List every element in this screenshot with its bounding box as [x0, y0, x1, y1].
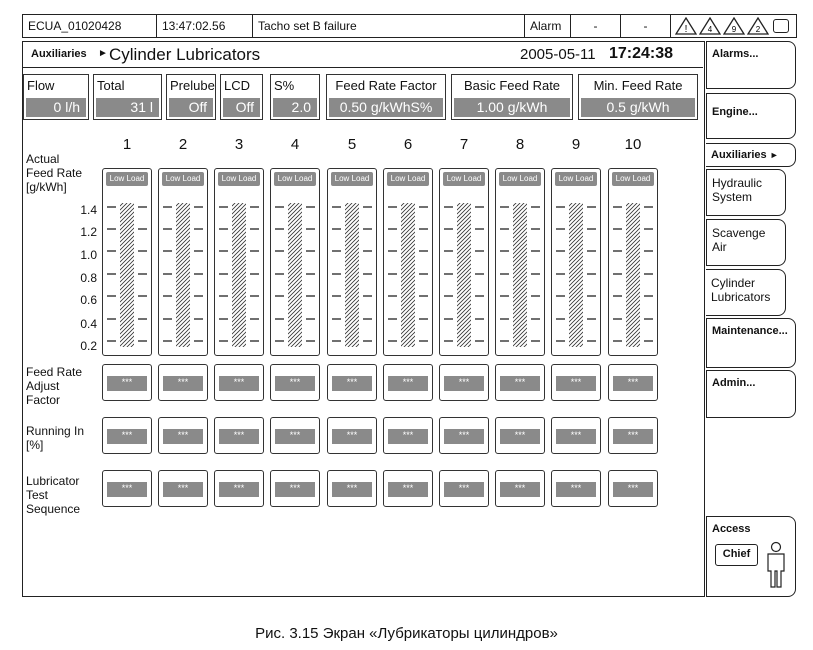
- feed-rate-gauge-8[interactable]: [495, 168, 545, 356]
- test-sequence-box[interactable]: [439, 470, 489, 507]
- param-label: Min. Feed Rate: [593, 78, 683, 93]
- warning-count-icon[interactable]: [699, 17, 721, 35]
- column-number: 6: [403, 136, 413, 153]
- column-number: 7: [459, 136, 469, 153]
- user-icon: [765, 541, 787, 589]
- low-load-badge: Low Load: [387, 172, 429, 186]
- feed-rate-bar: [569, 203, 583, 347]
- running-in-box[interactable]: [158, 417, 208, 454]
- running-in-box[interactable]: [495, 417, 545, 454]
- hatched-bar: [271, 191, 319, 351]
- running-in-label: [26, 424, 84, 452]
- actual-feed-rate-label: [26, 152, 82, 194]
- hatched-bar: [159, 191, 207, 351]
- scale-label: 0.6: [80, 293, 97, 307]
- running-in-box[interactable]: [551, 417, 601, 454]
- label-line: Test: [26, 488, 49, 502]
- warning-count: 4: [707, 25, 713, 34]
- running-in-box[interactable]: [608, 417, 658, 454]
- hatched-bar: [609, 191, 657, 351]
- test-sequence-value: ***: [332, 482, 372, 497]
- feed-rate-bar: [457, 203, 471, 347]
- breadcrumb[interactable]: Auxiliaries: [31, 48, 87, 60]
- param-label: Basic Feed Rate: [463, 78, 561, 93]
- low-load-badge: Low Load: [331, 172, 373, 186]
- adjust-factor-box[interactable]: [608, 364, 658, 401]
- param-label: S%: [274, 78, 295, 93]
- alarm-message[interactable]: Tacho set B failure: [253, 15, 525, 37]
- test-sequence-box[interactable]: [383, 470, 433, 507]
- status-bar: [22, 14, 797, 38]
- param-lcd[interactable]: [220, 74, 263, 120]
- tab-auxiliaries[interactable]: [706, 143, 796, 167]
- running-in-value: ***: [275, 429, 315, 444]
- tab-scavenge-air[interactable]: [706, 219, 786, 266]
- label-line: Adjust: [26, 379, 60, 393]
- tab-hydraulic-system[interactable]: [706, 169, 786, 216]
- running-in-box[interactable]: [270, 417, 320, 454]
- tab-maintenance[interactable]: [706, 318, 796, 368]
- label-line: Feed Rate: [26, 166, 83, 180]
- warning-icon[interactable]: [675, 17, 697, 35]
- param-label: LCD: [224, 78, 251, 93]
- test-sequence-value: ***: [219, 482, 259, 497]
- adjust-factor-box[interactable]: [214, 364, 264, 401]
- low-load-badge: Low Load: [555, 172, 597, 186]
- unit-id: ECUA_01020428: [23, 15, 157, 37]
- running-in-box[interactable]: [214, 417, 264, 454]
- param-feed-rate-factor[interactable]: [326, 74, 446, 120]
- header-time: 17:24:38: [609, 45, 674, 62]
- scale-label: 0.8: [80, 271, 97, 285]
- status-square-icon: [773, 19, 789, 33]
- hatched-bar: [328, 191, 376, 351]
- column-number: 2: [178, 136, 188, 153]
- param-value[interactable]: 1.00 g/kWh: [454, 98, 570, 117]
- scale-label: 0.2: [80, 339, 97, 353]
- test-sequence-value: ***: [444, 482, 484, 497]
- feed-rate-gauge-9[interactable]: [551, 168, 601, 356]
- warning-count-icon[interactable]: [747, 17, 769, 35]
- adjust-factor-label: [26, 365, 82, 407]
- feed-rate-bar: [176, 203, 190, 347]
- running-in-box[interactable]: [383, 417, 433, 454]
- feed-rate-gauge-2[interactable]: [158, 168, 208, 356]
- low-load-badge: Low Load: [499, 172, 541, 186]
- running-in-value: ***: [556, 429, 596, 444]
- tab-cylinder-lubricators[interactable]: [706, 269, 786, 316]
- test-sequence-box[interactable]: [495, 470, 545, 507]
- access-label: Access: [712, 523, 751, 535]
- adjust-factor-value: ***: [219, 376, 259, 391]
- test-sequence-value: ***: [275, 482, 315, 497]
- feed-rate-gauge-10[interactable]: [608, 168, 658, 356]
- param-basic-feed-rate[interactable]: [451, 74, 573, 120]
- adjust-factor-value: ***: [163, 376, 203, 391]
- feed-rate-bar: [232, 203, 246, 347]
- label-line: Lubricator: [26, 474, 80, 488]
- alarm-label[interactable]: Alarm: [525, 15, 571, 37]
- hatched-bar: [496, 191, 544, 351]
- header-date: 2005-05-11: [520, 46, 596, 63]
- column-number: 10: [624, 136, 642, 153]
- test-sequence-box[interactable]: [327, 470, 377, 507]
- adjust-factor-box[interactable]: [495, 364, 545, 401]
- tab-label: Hydraulic: [712, 176, 763, 190]
- param-label: Prelube: [170, 78, 215, 93]
- feed-rate-gauge-4[interactable]: [270, 168, 320, 356]
- tab-label: Maintenance...: [712, 325, 788, 337]
- param-value[interactable]: 0.5 g/kWh: [581, 98, 695, 117]
- hatched-bar: [552, 191, 600, 351]
- low-load-badge: Low Load: [443, 172, 485, 186]
- adjust-factor-value: ***: [556, 376, 596, 391]
- tab-label: Alarms...: [712, 48, 759, 60]
- scale-label: 1.0: [80, 248, 97, 262]
- column-number: 9: [571, 136, 581, 153]
- param-sulphur[interactable]: [270, 74, 320, 120]
- param-flow: [23, 74, 89, 120]
- param-value[interactable]: Off: [223, 98, 260, 117]
- tab-label: Scavenge: [712, 226, 766, 240]
- tab-label: Admin...: [712, 377, 756, 389]
- status-field-b: -: [621, 15, 671, 37]
- scale-label: 1.2: [80, 225, 97, 239]
- low-load-badge: Low Load: [218, 172, 260, 186]
- test-sequence-box[interactable]: [102, 470, 152, 507]
- figure-caption: Рис. 3.15 Экран «Лубрикаторы цилиндров»: [255, 625, 558, 642]
- label-line: Actual: [26, 152, 60, 166]
- test-sequence-box[interactable]: [551, 470, 601, 507]
- tab-label: Engine...: [712, 106, 758, 118]
- low-load-badge: Low Load: [274, 172, 316, 186]
- main-panel: [22, 41, 705, 597]
- test-sequence-value: ***: [613, 482, 653, 497]
- page-header: [23, 42, 703, 68]
- warning-count: 9: [731, 25, 737, 34]
- adjust-factor-box[interactable]: [383, 364, 433, 401]
- access-panel: [706, 516, 796, 597]
- access-level-button[interactable]: Chief: [715, 544, 758, 566]
- test-sequence-label: [26, 474, 80, 516]
- status-clock: 13:47:02.56: [157, 15, 253, 37]
- test-sequence-box[interactable]: [158, 470, 208, 507]
- adjust-factor-box[interactable]: [551, 364, 601, 401]
- param-value[interactable]: 0.50 g/kWhS%: [329, 98, 443, 117]
- label-line: Sequence: [26, 502, 81, 516]
- test-sequence-box[interactable]: [270, 470, 320, 507]
- label-line: Running In: [26, 424, 85, 438]
- running-in-box[interactable]: [102, 417, 152, 454]
- test-sequence-value: ***: [107, 482, 147, 497]
- param-label: Feed Rate Factor: [335, 78, 437, 93]
- column-number: 4: [290, 136, 300, 153]
- param-value[interactable]: Off: [169, 98, 213, 117]
- adjust-factor-box[interactable]: [439, 364, 489, 401]
- tab-arrow-icon: ►: [769, 150, 779, 160]
- param-label: Flow: [27, 78, 55, 93]
- adjust-factor-value: ***: [275, 376, 315, 391]
- column-number: 3: [234, 136, 244, 153]
- param-value[interactable]: 2.0: [273, 98, 317, 117]
- param-prelube[interactable]: [166, 74, 216, 120]
- tab-label: Auxiliaries: [711, 149, 767, 161]
- adjust-factor-box[interactable]: [327, 364, 377, 401]
- warning-count-icon[interactable]: [723, 17, 745, 35]
- label-line: Feed Rate: [26, 365, 83, 379]
- feed-rate-bar: [401, 203, 415, 347]
- running-in-box[interactable]: [327, 417, 377, 454]
- test-sequence-value: ***: [556, 482, 596, 497]
- scale-label: 0.4: [80, 317, 97, 331]
- test-sequence-box[interactable]: [214, 470, 264, 507]
- param-value: 31 l: [96, 98, 159, 117]
- adjust-factor-box[interactable]: [102, 364, 152, 401]
- label-line: [g/kWh]: [26, 180, 67, 194]
- adjust-factor-value: ***: [332, 376, 372, 391]
- feed-rate-gauge-5[interactable]: [327, 168, 377, 356]
- running-in-box[interactable]: [439, 417, 489, 454]
- feed-rate-bar: [626, 203, 640, 347]
- label-line: Factor: [26, 393, 61, 407]
- running-in-value: ***: [613, 429, 653, 444]
- hatched-bar: [103, 191, 151, 351]
- feed-rate-gauge-6[interactable]: [383, 168, 433, 356]
- low-load-badge: Low Load: [612, 172, 654, 186]
- param-total: [93, 74, 162, 120]
- warning-indicators[interactable]: [671, 15, 789, 37]
- tab-alarms[interactable]: [706, 41, 796, 89]
- column-number: 5: [347, 136, 357, 153]
- adjust-factor-value: ***: [500, 376, 540, 391]
- status-field-a: -: [571, 15, 621, 37]
- column-number: 8: [515, 136, 525, 153]
- feed-rate-bar: [513, 203, 527, 347]
- page-title: Cylinder Lubricators: [109, 45, 261, 64]
- low-load-badge: Low Load: [162, 172, 204, 186]
- running-in-value: ***: [163, 429, 203, 444]
- adjust-factor-value: ***: [388, 376, 428, 391]
- adjust-factor-value: ***: [444, 376, 484, 391]
- tab-engine[interactable]: [706, 93, 796, 139]
- running-in-value: ***: [500, 429, 540, 444]
- feed-rate-gauge-3[interactable]: [214, 168, 264, 356]
- adjust-factor-box[interactable]: [158, 364, 208, 401]
- param-min-feed-rate[interactable]: [578, 74, 698, 120]
- breadcrumb-arrow-icon: ►: [98, 48, 108, 59]
- adjust-factor-box[interactable]: [270, 364, 320, 401]
- running-in-value: ***: [219, 429, 259, 444]
- feed-rate-bar: [120, 203, 134, 347]
- hatched-bar: [215, 191, 263, 351]
- feed-rate-bar: [288, 203, 302, 347]
- running-in-value: ***: [444, 429, 484, 444]
- feed-rate-gauge-1[interactable]: [102, 168, 152, 356]
- test-sequence-value: ***: [388, 482, 428, 497]
- test-sequence-value: ***: [163, 482, 203, 497]
- running-in-value: ***: [388, 429, 428, 444]
- warning-count: 2: [755, 25, 761, 34]
- tab-label: Cylinder: [711, 276, 756, 290]
- feed-rate-gauge-7[interactable]: [439, 168, 489, 356]
- tab-label: System: [712, 190, 753, 204]
- hatched-bar: [440, 191, 488, 351]
- low-load-badge: Low Load: [106, 172, 148, 186]
- adjust-factor-value: ***: [613, 376, 653, 391]
- param-value: 0 l/h: [26, 98, 86, 117]
- svg-text:!: !: [684, 24, 688, 35]
- column-number: 1: [122, 136, 132, 153]
- tab-label: Air: [712, 240, 727, 254]
- tab-admin[interactable]: [706, 370, 796, 418]
- tab-label: Lubricators: [711, 290, 771, 304]
- hatched-bar: [384, 191, 432, 351]
- scale-label: 1.4: [80, 203, 97, 217]
- test-sequence-value: ***: [500, 482, 540, 497]
- test-sequence-box[interactable]: [608, 470, 658, 507]
- running-in-value: ***: [332, 429, 372, 444]
- feed-rate-bar: [345, 203, 359, 347]
- param-label: Total: [97, 78, 125, 93]
- adjust-factor-value: ***: [107, 376, 147, 391]
- label-line: [%]: [26, 438, 44, 452]
- running-in-value: ***: [107, 429, 147, 444]
